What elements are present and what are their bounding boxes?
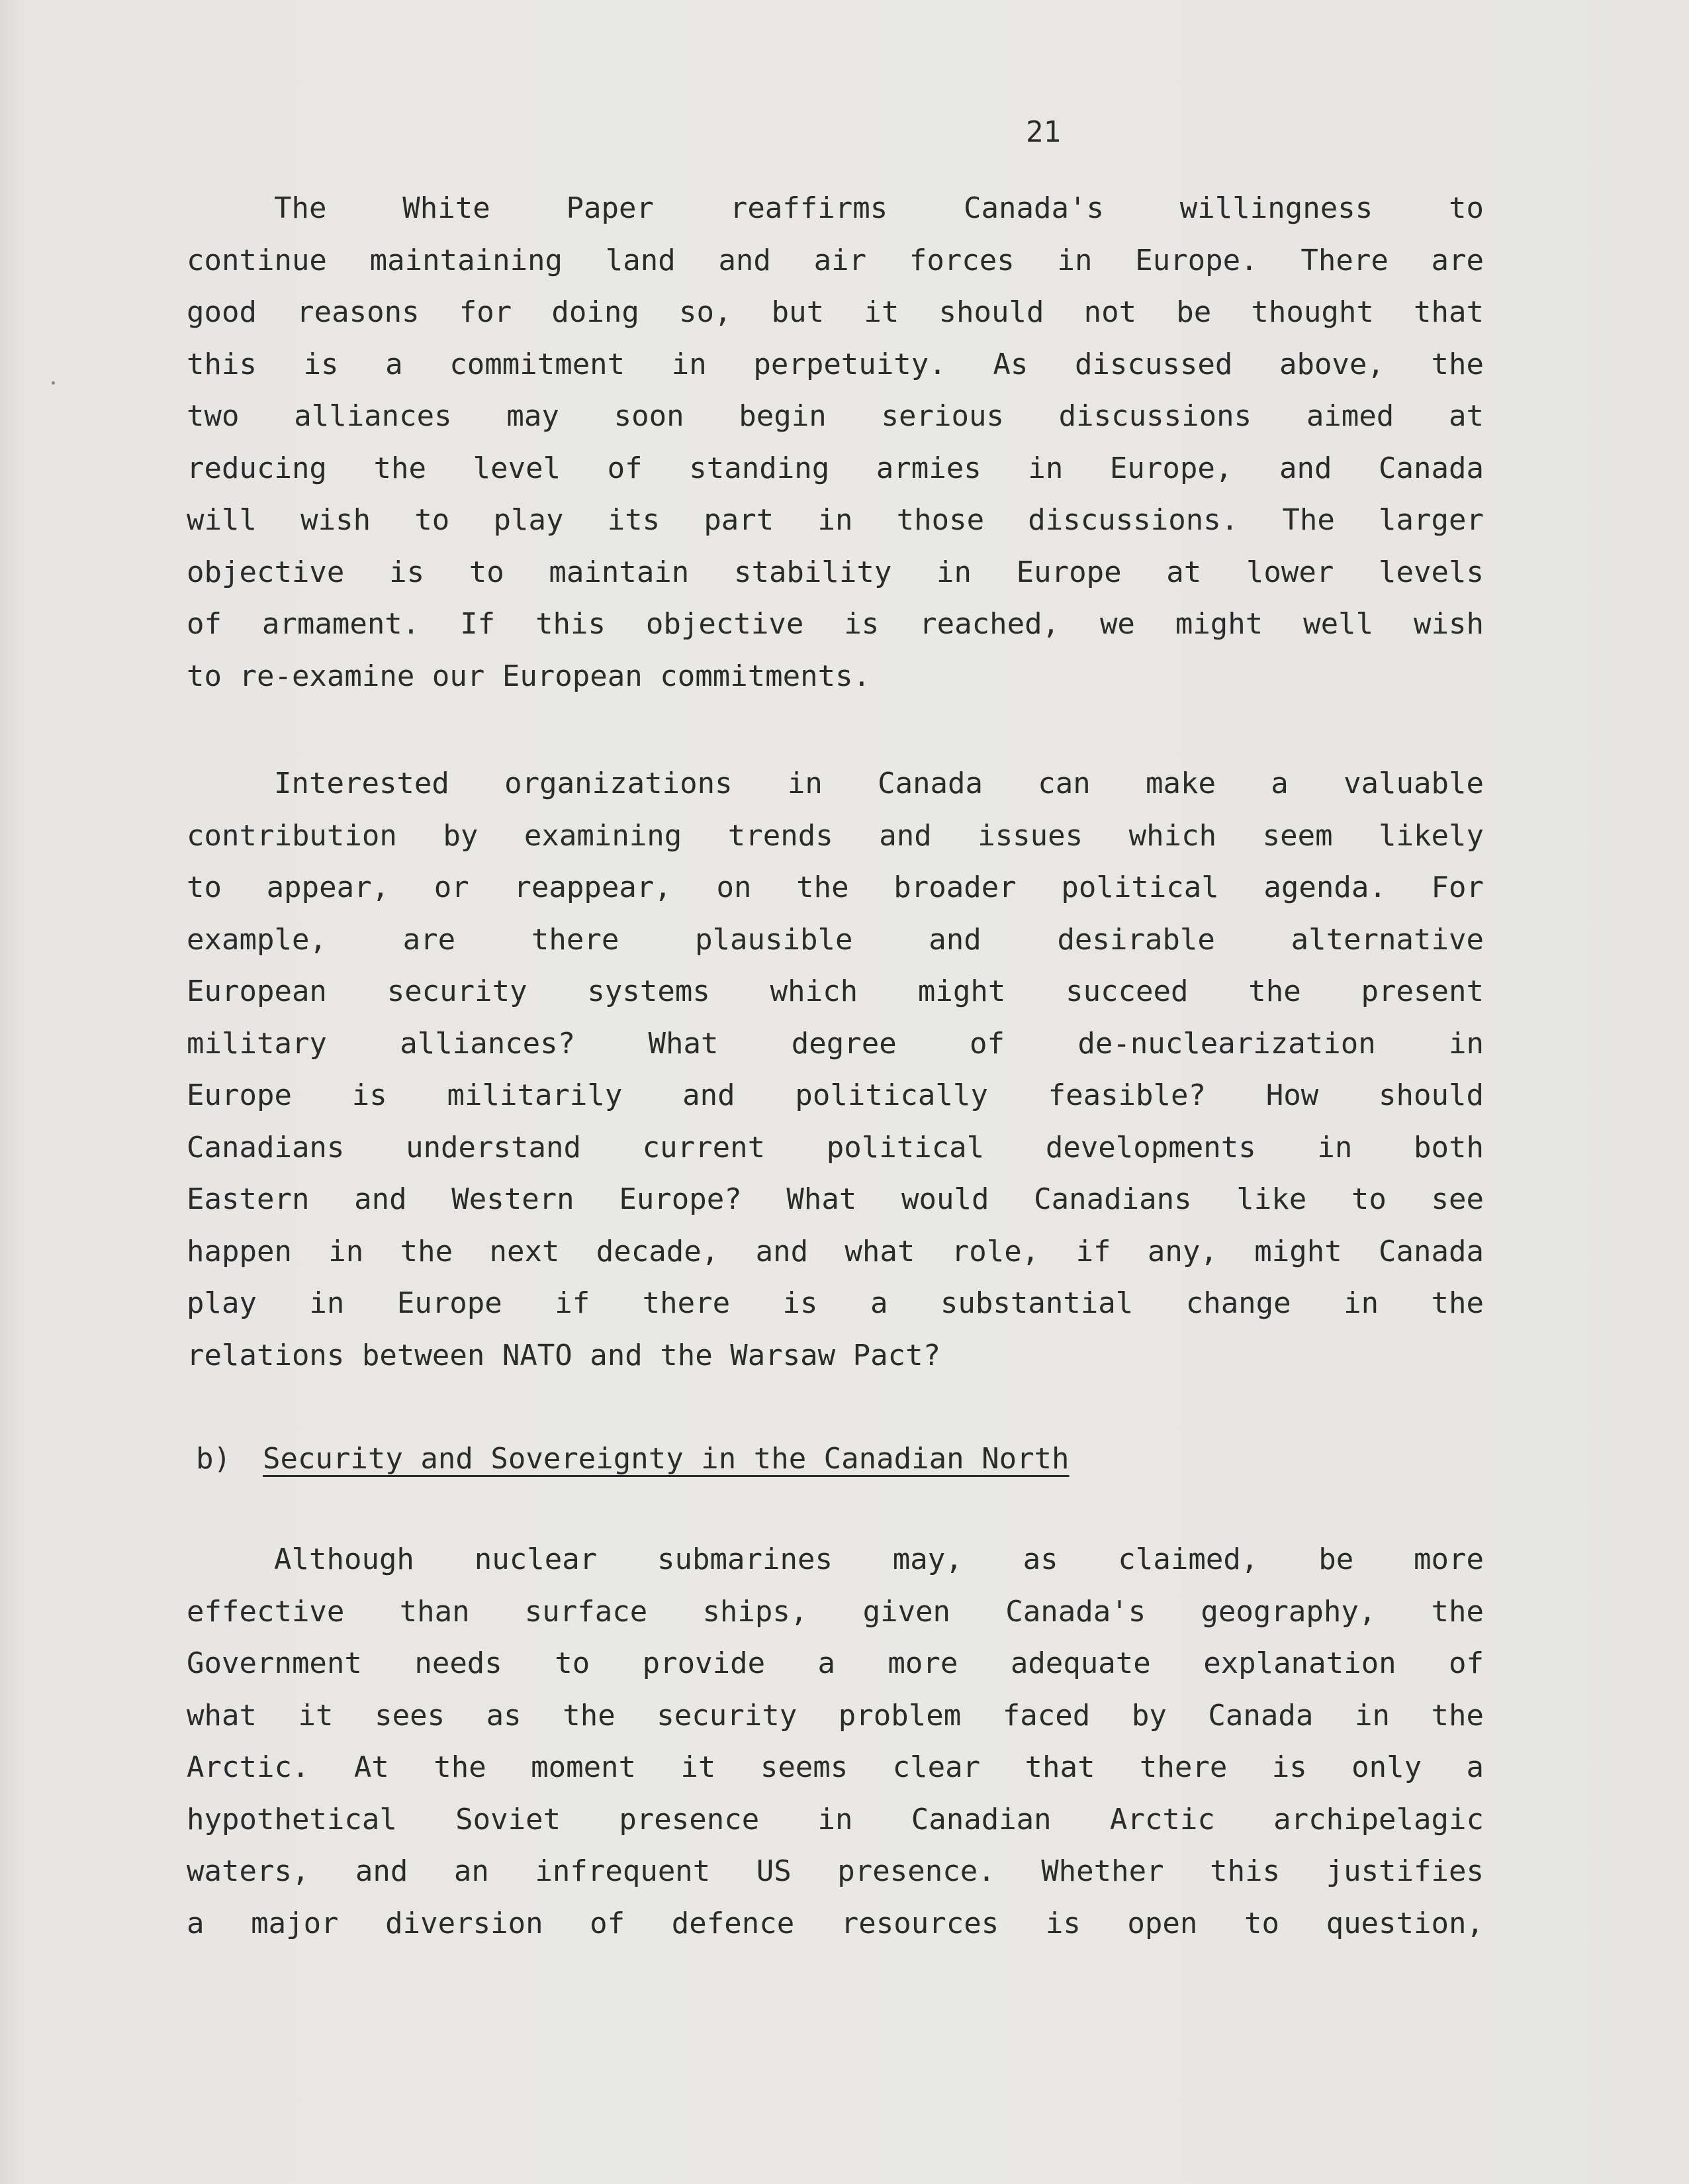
text-line: what it sees as the security problem faced by Canada in the	[187, 1698, 1484, 1733]
text-line: The White Paper reaffirms Canada's willingness to	[274, 191, 1484, 225]
paragraph-3	[187, 1534, 1484, 1950]
text-line: example, are there plausible and desirable alternative	[187, 922, 1484, 957]
text-line: European security systems which might succeed the present	[187, 974, 1484, 1008]
text-line: Arctic. At the moment it seems clear that there is only a	[187, 1750, 1484, 1784]
text-line: to appear, or reappear, on the broader political agenda. For	[187, 871, 1484, 904]
text-line: Interested organizations in Canada can make a valuable	[274, 767, 1484, 800]
text-line: play in Europe if there is a substantial change in the	[187, 1286, 1484, 1320]
text-line: relations between NATO and the Warsaw Pact?	[187, 1338, 941, 1372]
text-line: two alliances may soon begin serious discussions aimed at	[187, 399, 1484, 433]
text-line: military alliances? What degree of de-nuclearization in	[187, 1026, 1484, 1061]
paragraph-1	[187, 183, 1484, 702]
text-line: a major diversion of defence resources is open to question,	[187, 1906, 1484, 1940]
text-line: contribution by examining trends and issues which seem likely	[187, 818, 1484, 853]
text-line: Canadians understand current political developments in both	[187, 1130, 1484, 1164]
page-number: 21	[1026, 115, 1061, 149]
text-line: will wish to play its part in those discussions. The larger	[187, 503, 1484, 537]
text-line: happen in the next decade, and what role, if any, might Canada	[187, 1234, 1484, 1268]
text-line: Europe is militarily and politically feasible? How should	[187, 1078, 1484, 1112]
scan-speck	[52, 381, 55, 385]
text-line: of armament. If this objective is reached, we might well wish	[187, 607, 1484, 641]
text-line: waters, and an infrequent US presence. Whether this justifies	[187, 1854, 1484, 1888]
text-line: objective is to maintain stability in Europe at lower levels	[187, 555, 1484, 589]
paragraph-2	[187, 758, 1484, 1382]
text-line: Although nuclear submarines may, as claimed, be more	[274, 1543, 1484, 1576]
text-line: effective than surface ships, given Canada's geography, the	[187, 1594, 1484, 1629]
text-line: to re-examine our European commitments.	[187, 659, 871, 693]
text-line: reducing the level of standing armies in Europe, and Canada	[187, 451, 1484, 485]
text-line: good reasons for doing so, but it should not be thought that	[187, 295, 1484, 329]
text-line: continue maintaining land and air forces in Europe. There are	[187, 243, 1484, 277]
text-line: Government needs to provide a more adequate explanation of	[187, 1646, 1484, 1680]
text-line: hypothetical Soviet presence in Canadian Arctic archipelagic	[187, 1802, 1484, 1836]
text-line: this is a commitment in perpetuity. As discussed above, the	[187, 347, 1484, 381]
text-line: Eastern and Western Europe? What would Canadians like to see	[187, 1182, 1484, 1216]
section-title: Security and Sovereignty in the Canadian North	[262, 1442, 1070, 1476]
section-label: b)	[196, 1442, 231, 1476]
section-heading	[196, 1433, 1070, 1485]
